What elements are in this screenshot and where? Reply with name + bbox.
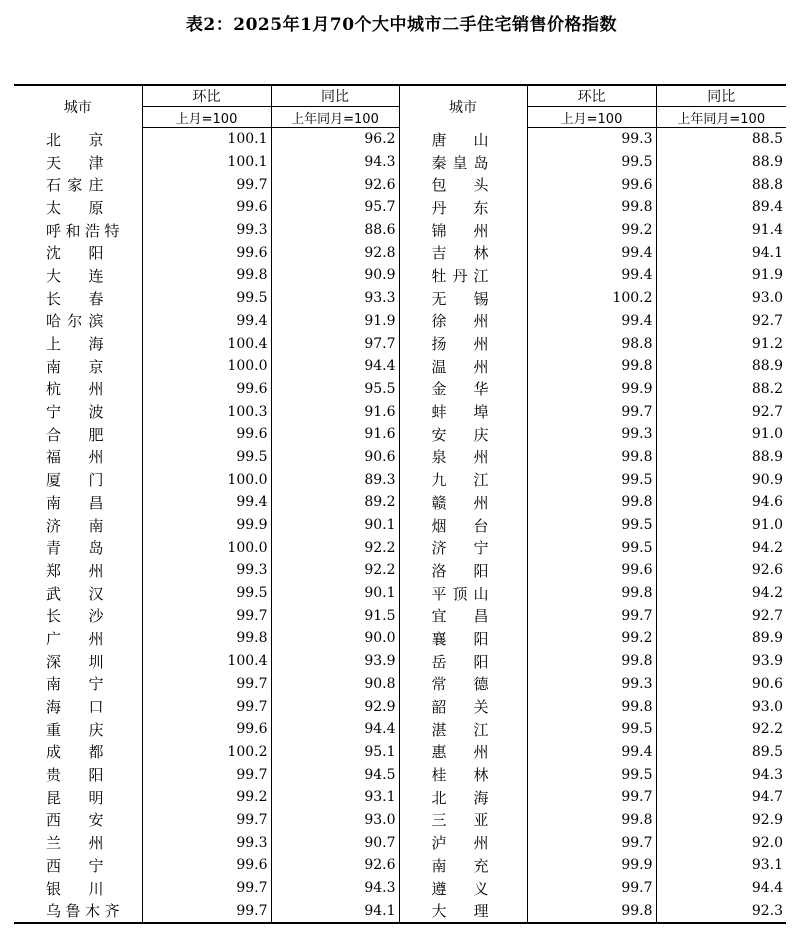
- yoy-cell-right: 88.5: [656, 128, 786, 151]
- city-cell-left: 贵阳: [46, 766, 104, 785]
- mom-cell-left: 99.5: [142, 446, 271, 469]
- yoy-cell-left: 94.4: [271, 355, 399, 378]
- yoy-cell-left: 91.6: [271, 423, 399, 446]
- table-row: [14, 650, 786, 673]
- mom-cell-left: 99.3: [142, 831, 271, 854]
- table-row: [14, 604, 786, 627]
- yoy-cell-right: 90.6: [656, 673, 786, 696]
- yoy-cell-right: 89.9: [656, 627, 786, 650]
- table-row: [14, 695, 786, 718]
- yoy-cell-left: 90.7: [271, 831, 399, 854]
- mom-cell-right: 99.5: [527, 718, 656, 741]
- mom-cell-right: 99.8: [527, 196, 656, 219]
- table-body: [14, 128, 786, 924]
- city-cell-left: 呼和浩特: [46, 221, 120, 240]
- yoy-cell-left: 97.7: [271, 332, 399, 355]
- city-cell-right: 赣州: [399, 491, 527, 514]
- city-cell-left: 长春: [46, 289, 104, 308]
- mom-cell-left: 99.8: [142, 627, 271, 650]
- mom-cell-right: 99.8: [527, 582, 656, 605]
- city-cell-right: 九江: [399, 468, 527, 491]
- yoy-cell-left: 94.3: [271, 151, 399, 174]
- mom-cell-left: 100.0: [142, 355, 271, 378]
- city-cell-left: 宁波: [46, 403, 104, 422]
- table-row: [14, 831, 786, 854]
- yoy-cell-right: 91.2: [656, 332, 786, 355]
- city-cell-right: 蚌埠: [399, 400, 527, 423]
- yoy-cell-left: 95.7: [271, 196, 399, 219]
- mom-cell-left: 99.2: [142, 786, 271, 809]
- mom-cell-left: 99.3: [142, 559, 271, 582]
- city-cell-left: 太原: [46, 198, 104, 217]
- yoy-cell-right: 91.0: [656, 514, 786, 537]
- city-cell-right: 常德: [399, 673, 527, 696]
- table-row: [14, 718, 786, 741]
- mom-cell-left: 99.3: [142, 219, 271, 242]
- mom-cell-right: 99.8: [527, 650, 656, 673]
- yoy-cell-left: 92.6: [271, 173, 399, 196]
- mom-cell-left: 100.4: [142, 650, 271, 673]
- mom-cell-left: 100.1: [142, 151, 271, 174]
- city-cell-left: 沈阳: [46, 244, 104, 263]
- city-cell-right: 牡丹江: [399, 264, 527, 287]
- mom-cell-right: 99.8: [527, 809, 656, 832]
- mom-cell-left: 99.7: [142, 173, 271, 196]
- yoy-cell-left: 94.4: [271, 718, 399, 741]
- city-cell-left: 北京: [46, 130, 104, 149]
- yoy-cell-right: 93.9: [656, 650, 786, 673]
- city-cell-right: 宜昌: [399, 604, 527, 627]
- city-cell-right: 安庆: [399, 423, 527, 446]
- yoy-cell-left: 92.2: [271, 536, 399, 559]
- mom-cell-right: 99.6: [527, 559, 656, 582]
- yoy-cell-left: 90.9: [271, 264, 399, 287]
- mom-cell-right: 99.3: [527, 673, 656, 696]
- mom-cell-right: 99.7: [527, 786, 656, 809]
- mom-cell-right: 99.8: [527, 695, 656, 718]
- mom-cell-right: 99.3: [527, 423, 656, 446]
- mom-cell-right: 99.8: [527, 446, 656, 469]
- city-cell-left: 郑州: [46, 561, 104, 580]
- mom-header-left: 环比: [142, 85, 271, 107]
- yoy-cell-left: 92.6: [271, 854, 399, 877]
- city-cell-right: 襄阳: [399, 627, 527, 650]
- mom-cell-right: 99.6: [527, 173, 656, 196]
- mom-cell-left: 99.7: [142, 899, 271, 923]
- city-cell-left: 西安: [46, 811, 104, 830]
- yoy-cell-left: 93.9: [271, 650, 399, 673]
- yoy-cell-left: 94.5: [271, 763, 399, 786]
- city-cell-left: 合肥: [46, 425, 104, 444]
- table-row: [14, 627, 786, 650]
- table-row: [14, 173, 786, 196]
- city-cell-left: 武汉: [46, 584, 104, 603]
- yoy-cell-left: 90.1: [271, 514, 399, 537]
- city-header-right: 城市: [399, 85, 527, 128]
- city-cell-right: 唐山: [399, 128, 527, 151]
- yoy-cell-left: 91.6: [271, 400, 399, 423]
- mom-cell-left: 99.7: [142, 673, 271, 696]
- city-cell-right: 岳阳: [399, 650, 527, 673]
- yoy-cell-right: 88.9: [656, 355, 786, 378]
- mom-cell-right: 99.7: [527, 831, 656, 854]
- yoy-cell-left: 90.0: [271, 627, 399, 650]
- city-cell-left: 深圳: [46, 652, 104, 671]
- yoy-cell-left: 94.1: [271, 899, 399, 923]
- yoy-cell-right: 91.4: [656, 219, 786, 242]
- city-cell-left: 济南: [46, 516, 104, 535]
- table-row: [14, 287, 786, 310]
- city-cell-left: 南宁: [46, 675, 104, 694]
- city-cell-left: 银川: [46, 879, 104, 898]
- mom-cell-left: 99.7: [142, 695, 271, 718]
- mom-cell-right: 99.4: [527, 310, 656, 333]
- mom-cell-right: 99.8: [527, 899, 656, 923]
- city-cell-left: 石家庄: [46, 176, 104, 195]
- city-cell-left: 大连: [46, 266, 104, 285]
- table-row: [14, 514, 786, 537]
- mom-header-right: 环比: [527, 85, 656, 107]
- yoy-cell-right: 93.0: [656, 287, 786, 310]
- yoy-cell-left: 91.5: [271, 604, 399, 627]
- yoy-cell-right: 88.9: [656, 446, 786, 469]
- table-row: [14, 536, 786, 559]
- city-cell-right: 包头: [399, 173, 527, 196]
- mom-cell-right: 99.5: [527, 151, 656, 174]
- city-cell-right: 金华: [399, 378, 527, 401]
- yoy-cell-left: 89.2: [271, 491, 399, 514]
- table-row: [14, 877, 786, 900]
- table-row: [14, 854, 786, 877]
- table-row: [14, 332, 786, 355]
- yoy-cell-right: 92.7: [656, 310, 786, 333]
- yoy-base-right: 上年同月=100: [656, 107, 786, 128]
- mom-cell-right: 99.5: [527, 468, 656, 491]
- city-cell-right: 泉州: [399, 446, 527, 469]
- mom-cell-left: 99.8: [142, 264, 271, 287]
- yoy-cell-right: 94.1: [656, 241, 786, 264]
- yoy-cell-right: 94.4: [656, 877, 786, 900]
- table-row: [14, 151, 786, 174]
- city-cell-left: 重庆: [46, 720, 104, 739]
- yoy-cell-left: 92.8: [271, 241, 399, 264]
- city-cell-left: 广州: [46, 629, 104, 648]
- table-title: 表2：2025年1月70个大中城市二手住宅销售价格指数: [185, 15, 618, 35]
- mom-cell-right: 98.8: [527, 332, 656, 355]
- mom-cell-right: 99.9: [527, 854, 656, 877]
- mom-cell-left: 99.6: [142, 241, 271, 264]
- yoy-cell-right: 92.7: [656, 400, 786, 423]
- mom-cell-left: 99.5: [142, 287, 271, 310]
- city-cell-right: 湛江: [399, 718, 527, 741]
- table-row: [14, 468, 786, 491]
- mom-cell-left: 100.4: [142, 332, 271, 355]
- yoy-cell-right: 92.2: [656, 718, 786, 741]
- city-cell-left: 成都: [46, 743, 104, 762]
- mom-cell-left: 99.6: [142, 854, 271, 877]
- city-cell-left: 青岛: [46, 539, 104, 558]
- city-cell-right: 遵义: [399, 877, 527, 900]
- city-cell-right: 温州: [399, 355, 527, 378]
- yoy-cell-left: 90.1: [271, 582, 399, 605]
- city-header-left: 城市: [14, 85, 142, 128]
- table-row: [14, 809, 786, 832]
- mom-cell-left: 99.6: [142, 423, 271, 446]
- city-cell-left: 西宁: [46, 856, 104, 875]
- city-cell-right: 韶关: [399, 695, 527, 718]
- mom-cell-left: 99.7: [142, 877, 271, 900]
- city-cell-right: 吉林: [399, 241, 527, 264]
- city-cell-right: 南充: [399, 854, 527, 877]
- table-row: [14, 241, 786, 264]
- table-row: [14, 741, 786, 764]
- table-row: [14, 196, 786, 219]
- yoy-cell-right: 92.9: [656, 809, 786, 832]
- city-cell-right: 秦皇岛: [399, 151, 527, 174]
- yoy-cell-right: 94.2: [656, 536, 786, 559]
- city-cell-right: 北海: [399, 786, 527, 809]
- yoy-cell-right: 89.4: [656, 196, 786, 219]
- mom-cell-right: 99.4: [527, 264, 656, 287]
- mom-cell-left: 99.4: [142, 491, 271, 514]
- mom-cell-right: 99.4: [527, 241, 656, 264]
- yoy-cell-left: 93.3: [271, 287, 399, 310]
- mom-cell-right: 99.4: [527, 741, 656, 764]
- yoy-cell-left: 92.2: [271, 559, 399, 582]
- city-cell-right: 洛阳: [399, 559, 527, 582]
- city-cell-right: 烟台: [399, 514, 527, 537]
- city-cell-left: 昆明: [46, 788, 104, 807]
- mom-cell-right: 99.9: [527, 378, 656, 401]
- city-cell-left: 杭州: [46, 380, 104, 399]
- mom-base-left: 上月=100: [142, 107, 271, 128]
- mom-cell-right: 99.5: [527, 536, 656, 559]
- yoy-cell-left: 88.6: [271, 219, 399, 242]
- city-cell-right: 惠州: [399, 741, 527, 764]
- yoy-cell-right: 88.9: [656, 151, 786, 174]
- mom-cell-left: 100.3: [142, 400, 271, 423]
- table-row: [14, 310, 786, 333]
- mom-cell-left: 99.9: [142, 514, 271, 537]
- table-row: [14, 446, 786, 469]
- mom-cell-right: 99.8: [527, 355, 656, 378]
- yoy-cell-left: 93.1: [271, 786, 399, 809]
- mom-cell-left: 100.0: [142, 536, 271, 559]
- city-cell-left: 厦门: [46, 471, 104, 490]
- mom-cell-left: 100.2: [142, 741, 271, 764]
- city-cell-left: 南昌: [46, 493, 104, 512]
- mom-cell-right: 100.2: [527, 287, 656, 310]
- yoy-cell-right: 90.9: [656, 468, 786, 491]
- mom-cell-right: 99.7: [527, 877, 656, 900]
- yoy-cell-right: 88.8: [656, 173, 786, 196]
- table-row: [14, 763, 786, 786]
- city-cell-left: 长沙: [46, 607, 104, 626]
- table-row: [14, 219, 786, 242]
- yoy-cell-right: 94.2: [656, 582, 786, 605]
- mom-cell-left: 99.7: [142, 763, 271, 786]
- yoy-cell-left: 92.9: [271, 695, 399, 718]
- table-row: [14, 264, 786, 287]
- yoy-cell-right: 91.9: [656, 264, 786, 287]
- yoy-cell-right: 88.2: [656, 378, 786, 401]
- city-cell-right: 泸州: [399, 831, 527, 854]
- yoy-cell-left: 95.1: [271, 741, 399, 764]
- mom-cell-left: 99.6: [142, 718, 271, 741]
- yoy-cell-right: 91.0: [656, 423, 786, 446]
- mom-cell-left: 99.6: [142, 378, 271, 401]
- yoy-cell-left: 90.6: [271, 446, 399, 469]
- yoy-cell-right: 93.0: [656, 695, 786, 718]
- mom-cell-right: 99.5: [527, 514, 656, 537]
- yoy-cell-left: 93.0: [271, 809, 399, 832]
- mom-cell-left: 99.7: [142, 604, 271, 627]
- yoy-cell-left: 96.2: [271, 128, 399, 151]
- yoy-cell-right: 92.3: [656, 899, 786, 923]
- mom-cell-left: 99.7: [142, 809, 271, 832]
- mom-cell-right: 99.2: [527, 627, 656, 650]
- mom-cell-right: 99.8: [527, 491, 656, 514]
- table-row: [14, 400, 786, 423]
- table-row: [14, 355, 786, 378]
- yoy-cell-right: 93.1: [656, 854, 786, 877]
- yoy-cell-right: 94.3: [656, 763, 786, 786]
- city-cell-right: 无锡: [399, 287, 527, 310]
- table-row: [14, 673, 786, 696]
- mom-cell-right: 99.7: [527, 604, 656, 627]
- yoy-header-right: 同比: [656, 85, 786, 107]
- yoy-cell-right: 92.6: [656, 559, 786, 582]
- city-cell-right: 扬州: [399, 332, 527, 355]
- city-cell-right: 济宁: [399, 536, 527, 559]
- mom-cell-right: 99.7: [527, 400, 656, 423]
- yoy-cell-right: 89.5: [656, 741, 786, 764]
- yoy-header-left: 同比: [271, 85, 399, 107]
- city-cell-right: 大理: [399, 899, 527, 923]
- city-cell-right: 锦州: [399, 219, 527, 242]
- yoy-cell-right: 94.7: [656, 786, 786, 809]
- city-cell-left: 福州: [46, 448, 104, 467]
- yoy-base-left: 上年同月=100: [271, 107, 399, 128]
- table-row: [14, 491, 786, 514]
- city-cell-right: 三亚: [399, 809, 527, 832]
- yoy-cell-right: 92.7: [656, 604, 786, 627]
- city-cell-left: 上海: [46, 335, 104, 354]
- mom-cell-right: 99.2: [527, 219, 656, 242]
- table-row: [14, 899, 786, 923]
- yoy-cell-left: 89.3: [271, 468, 399, 491]
- city-cell-left: 兰州: [46, 834, 104, 853]
- yoy-cell-left: 90.8: [271, 673, 399, 696]
- mom-cell-left: 99.5: [142, 582, 271, 605]
- city-cell-right: 平顶山: [399, 582, 527, 605]
- table-row: [14, 423, 786, 446]
- city-cell-left: 南京: [46, 357, 104, 376]
- mom-cell-right: 99.5: [527, 763, 656, 786]
- city-cell-left: 天津: [46, 153, 104, 172]
- table-row: [14, 582, 786, 605]
- yoy-cell-left: 94.3: [271, 877, 399, 900]
- city-cell-right: 丹东: [399, 196, 527, 219]
- yoy-cell-left: 91.9: [271, 310, 399, 333]
- mom-cell-left: 99.4: [142, 310, 271, 333]
- mom-cell-left: 99.6: [142, 196, 271, 219]
- mom-cell-right: 99.3: [527, 128, 656, 151]
- city-cell-right: 徐州: [399, 310, 527, 333]
- city-cell-left: 哈尔滨: [46, 312, 104, 331]
- price-index-table: [14, 84, 786, 924]
- yoy-cell-right: 92.0: [656, 831, 786, 854]
- table-row: [14, 559, 786, 582]
- city-cell-left: 海口: [46, 698, 104, 717]
- table-row: [14, 378, 786, 401]
- mom-cell-left: 100.0: [142, 468, 271, 491]
- city-cell-left: 乌鲁木齐: [14, 899, 142, 923]
- mom-base-right: 上月=100: [527, 107, 656, 128]
- mom-cell-left: 100.1: [142, 128, 271, 151]
- table-row: [14, 128, 786, 151]
- yoy-cell-left: 95.5: [271, 378, 399, 401]
- yoy-cell-right: 94.6: [656, 491, 786, 514]
- table-row: [14, 786, 786, 809]
- city-cell-right: 桂林: [399, 763, 527, 786]
